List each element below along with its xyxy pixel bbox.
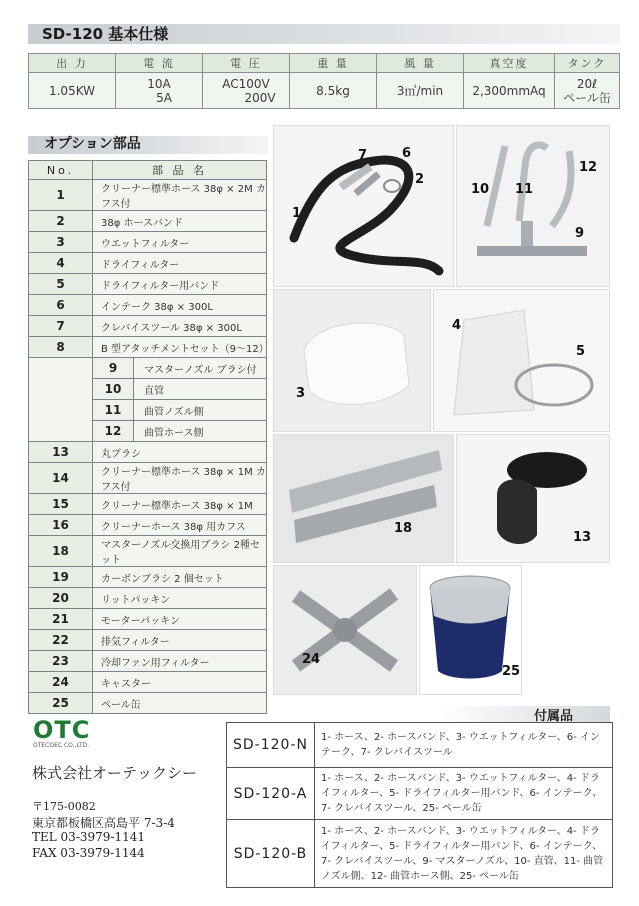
photo-label: 5 [576,344,586,359]
option-no: 4 [29,253,93,274]
option-no: 9 [93,358,134,379]
accessories-title: 付属品 [534,709,574,724]
company-name: 株式会社オーテックシー [32,764,198,782]
photo-label: 7 [358,148,368,163]
photo-label: 3 [296,386,306,401]
option-indent [29,379,93,400]
option-no: 8 [29,337,93,358]
option-no: 11 [93,400,134,421]
option-name: 排気フィルター [93,630,267,651]
spec-value: 10A [147,76,171,91]
photo-label: 10 [471,182,490,197]
spec-header: 真空度 [464,54,555,73]
accessory-desc: 1- ホース、2- ホースバンド、3- ウエットフィルター、4- ドライフィルター、5- ドライフィルター用バンド、6- インテーク、7- クレバイスツール、25- ペール缶 [315,768,613,820]
table-row [29,567,267,588]
photo-wet-filter [273,289,431,432]
photo-pail-can [419,565,522,695]
option-name: B 型アタッチメントセット（9〜12） [93,337,267,358]
table-row [29,494,267,515]
spec-value: 2,300mmAq [472,83,546,98]
spec-value: 20ℓ [576,76,598,91]
photo-caster [273,565,417,695]
option-name: クリーナー標準ホース 38φ × 1M [93,494,267,515]
table-row [29,630,267,651]
option-no: 22 [29,630,93,651]
option-no: 5 [29,274,93,295]
options-header-name: 部 品 名 [93,161,267,180]
option-name: マスターノズル ブラシ付 [134,358,267,379]
table-row [29,211,267,232]
accessory-model: SD-120-N [227,723,315,768]
option-no: 15 [29,494,93,515]
option-name: クリーナーホース 38φ 用カフス [93,515,267,536]
photo-round-brush [456,434,610,563]
spec-header-row [29,54,620,73]
photo-label: 2 [415,172,425,187]
photo-label: 12 [579,160,598,175]
spec-value-vacuum [464,73,555,109]
option-name: クレバイスツール 38φ × 300L [93,316,267,337]
options-title: オプション部品 [44,136,141,152]
option-no: 12 [93,421,134,442]
option-name: 曲管ホース側 [134,421,267,442]
spec-value-current [116,73,203,109]
accessories-table [226,722,613,888]
option-name: モーターパッキン [93,609,267,630]
option-no: 16 [29,515,93,536]
table-row [29,337,267,358]
spec-title: SD-120 基本仕様 [42,25,169,43]
table-row [29,253,267,274]
company-tel: TEL 03-3979-1141 [32,830,146,844]
photo-label: 4 [452,318,462,333]
spec-value: 5A [156,90,172,105]
spec-header: 重 量 [290,54,377,73]
option-no: 3 [29,232,93,253]
option-name: ウエットフィルター [93,232,267,253]
company-fax: FAX 03-3979-1144 [32,846,145,860]
spec-header: 電 流 [116,54,203,73]
option-no: 6 [29,295,93,316]
table-row [29,379,267,400]
option-name: クリーナー標準ホース 38φ × 1M カフス付 [93,463,267,494]
option-name: ドライフィルター [93,253,267,274]
option-name: 丸ブラシ [93,442,267,463]
accessory-desc: 1- ホース、2- ホースバンド、3- ウエットフィルター、6- インテーク、7- クレバイスツール [315,723,613,768]
spec-header: 電 圧 [203,54,290,73]
table-row [29,515,267,536]
table-row [29,232,267,253]
table-row [29,651,267,672]
company-logo: OTC [33,716,91,744]
photo-dry-filter [433,289,610,432]
option-name: インテーク 38φ × 300L [93,295,267,316]
spec-value: 200V [244,90,276,105]
company-address: 東京都板橋区高島平 7-3-4 [32,816,175,830]
accessory-model: SD-120-B [227,820,315,888]
photo-label: 6 [402,146,412,161]
table-row [227,820,613,888]
table-row [29,463,267,494]
table-row [29,693,267,714]
spec-value: 8.5kg [316,83,350,98]
option-no: 18 [29,536,93,567]
table-row [29,295,267,316]
spec-value: AC100V [222,76,270,91]
company-logo-sub: OTECOEC CO.,LTD. [33,742,90,749]
option-no: 25 [29,693,93,714]
spec-value-airflow [377,73,464,109]
photo-label: 13 [573,530,592,545]
table-row [29,358,267,379]
table-row [29,672,267,693]
option-no: 2 [29,211,93,232]
table-row [29,609,267,630]
option-name: ペール缶 [93,693,267,714]
option-name: 曲管ノズル側 [134,400,267,421]
photo-label: 25 [502,664,521,679]
spec-value-tank [555,73,620,109]
photo-label: 18 [394,521,413,536]
option-name: キャスター [93,672,267,693]
option-no: 20 [29,588,93,609]
photo-brush-set [273,434,454,563]
dry-filter-illustration [434,290,609,431]
option-indent [29,358,93,379]
spec-header: 風 量 [377,54,464,73]
photo-hose-set [273,125,454,287]
spec-header: 出 力 [29,54,116,73]
photo-label: 9 [575,226,585,241]
option-no: 24 [29,672,93,693]
spec-value-output [29,73,116,109]
option-no: 10 [93,379,134,400]
option-name: カーボンブラシ 2 個セット [93,567,267,588]
table-row [29,400,267,421]
option-name: リットパッキン [93,588,267,609]
caster-illustration [274,566,416,694]
option-no: 14 [29,463,93,494]
accessory-desc: 1- ホース、2- ホースバンド、3- ウエットフィルター、4- ドライフィルター、5- ドライフィルター用バンド、6- インテーク、7- クレバイスツール、9- マスターノズル、10- 直管、11- 曲管ノズル側、12- 曲管ホース側、25- ペール缶 [315,820,613,888]
table-row [227,723,613,768]
table-row [29,588,267,609]
option-indent [29,421,93,442]
option-name: ドライフィルター用バンド [93,274,267,295]
table-row [29,180,267,211]
photo-label: 24 [302,652,321,667]
option-name: 38φ ホースバンド [93,211,267,232]
option-no: 19 [29,567,93,588]
pipes-illustration [457,126,609,286]
table-row [29,274,267,295]
spec-value: 3㎥/min [396,83,444,98]
option-no: 21 [29,609,93,630]
spec-table [28,53,620,109]
table-row [29,442,267,463]
brush-illustration [274,435,453,562]
option-no: 13 [29,442,93,463]
option-no: 23 [29,651,93,672]
spec-header: タンク [555,54,620,73]
accessories-title-bar [440,706,610,722]
option-name: クリーナー標準ホース 38φ × 2M カフス付 [93,180,267,211]
options-header-row [29,161,267,180]
company-postal: 〒175-0082 [32,800,96,813]
photo-label: 11 [515,182,534,197]
option-name: 直管 [134,379,267,400]
option-name: マスターノズル交換用ブラシ 2種セット [93,536,267,567]
table-row [29,421,267,442]
photo-attachment-set [456,125,610,287]
options-header-no: No. [29,161,93,180]
table-row [29,316,267,337]
option-no: 1 [29,180,93,211]
spec-value: ペール缶 [563,90,611,105]
option-name: 冷却ファン用フィルター [93,651,267,672]
option-no: 7 [29,316,93,337]
options-table [28,160,267,714]
spec-value: 1.05KW [48,83,96,98]
filter-illustration [274,290,430,431]
option-indent [29,400,93,421]
accessory-model: SD-120-A [227,768,315,820]
photo-label: 1 [292,206,302,221]
spec-value-weight [290,73,377,109]
spec-value-voltage [203,73,290,109]
spec-value-row [29,73,620,109]
table-row [29,536,267,567]
table-row [227,768,613,820]
